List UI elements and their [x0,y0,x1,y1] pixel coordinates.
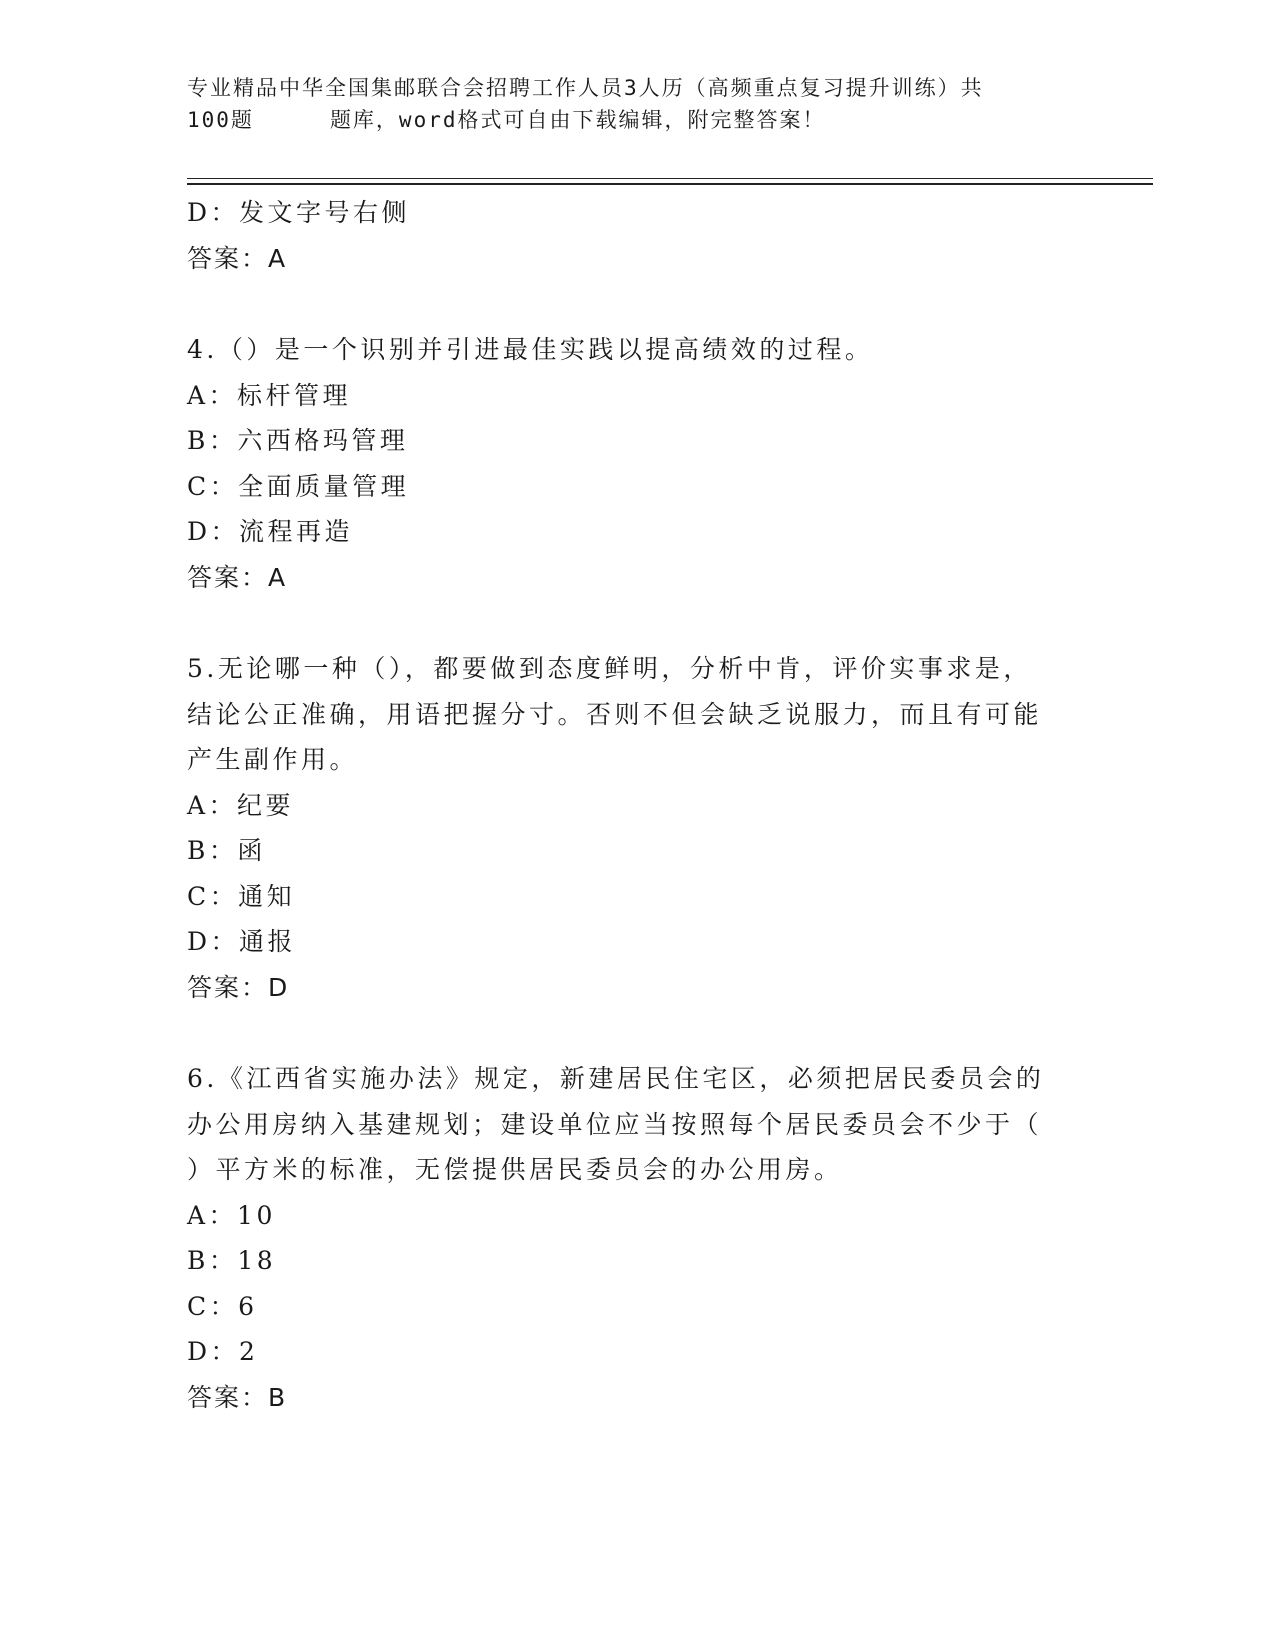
option-d: D：发文字号右侧 [187,198,411,227]
option-c: C：全面质量管理 [187,471,410,501]
question-stem-line: ）平方米的标准，无偿提供居民委员会的办公用房。 [187,1155,843,1184]
document-header [187,72,1067,136]
option-a: A：纪要 [187,790,295,820]
header-format-note: 题库，word格式可自由下载编辑，附完整答案！ [329,108,826,132]
question-spacer [187,600,1067,646]
header-divider-thin [187,178,1153,179]
answer-line: 答案：B [187,1382,288,1412]
question-stem-line: 4.（）是一个识别并引进最佳实践以提高绩效的过程。 [187,335,874,364]
option-a: A：标杆管理 [187,380,352,410]
question-spacer [187,281,1067,327]
question-stem-line: 办公用房纳入基建规划；建设单位应当按照每个居民委员会不少于（ [187,1109,1043,1139]
question-block-prev [187,190,1067,281]
question-stem [187,646,1067,783]
question-stem-line: 5.无论哪一种（），都要做到态度鲜明，分析中肯，评价实事求是， [187,654,1032,683]
question-block-5 [187,646,1067,1010]
question-stem [187,1056,1067,1193]
option-d: D：通报 [187,927,297,956]
option-d: D：流程再造 [187,517,354,546]
header-divider-thick [187,183,1153,185]
option-b: B：六西格玛管理 [187,426,409,455]
header-title-line-2 [187,104,1067,136]
option-a: A：10 [187,1200,276,1230]
question-stem-line: 产生副作用。 [187,745,359,774]
question-stem-line: 6.《江西省实施办法》规定，新建居民住宅区，必须把居民委员会的 [187,1064,1045,1093]
answer-line: 答案：A [187,243,288,273]
question-block-6 [187,1056,1067,1420]
question-block-4 [187,327,1067,600]
question-list [187,190,1067,1420]
question-stem [187,327,1067,373]
answer-line: 答案：D [187,972,290,1002]
question-stem-line: 结论公正准确，用语把握分寸。否则不但会缺乏说服力，而且有可能 [187,699,1043,729]
option-c: C：6 [187,1291,258,1321]
option-b: B：函 [187,836,266,865]
question-spacer [187,1010,1067,1056]
option-c: C：通知 [187,881,296,911]
header-title-line-1: 专业精品中华全国集邮联合会招聘工作人员3人历（高频重点复习提升训练）共 [187,76,984,100]
header-question-count: 100题 [187,108,254,132]
answer-line: 答案：A [187,562,288,592]
option-d: D：2 [187,1337,259,1366]
option-b: B：18 [187,1246,277,1275]
